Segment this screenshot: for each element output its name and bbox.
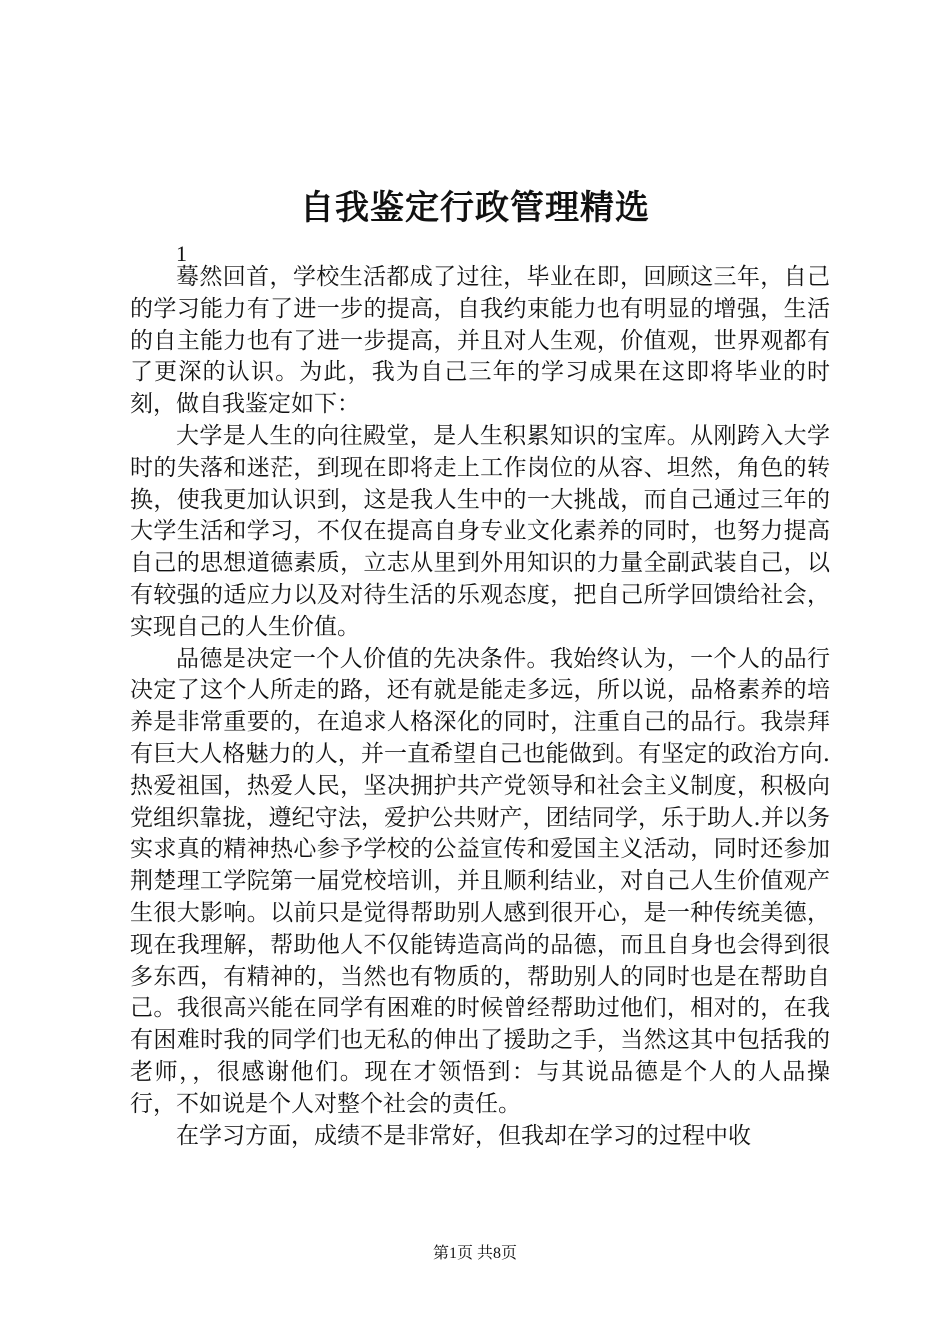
paragraph: 品德是决定一个人价值的先决条件。我始终认为，一个人的品行决定了这个人所走的路，还有就是能走多远，所以说，品格素养的培养是非常重要的，在追求人格深化的同时，注重自己的品行。我崇拜有巨大人格魅力的人，并一直希望自己也能做到。有坚定的政治方向.热爱祖国，热爱人民，坚决拥护共产党领导和社会主义制度，积极向党组织靠拢，遵纪守法，爱护公共财产，团结同学，乐于助人.并以务实求真的精神热心参予学校的公益宣传和爱国主义活动，同时还参加荆楚理工学院第一届党校培训，并且顺利结业，对自己人生价值观产生很大影响。以前只是觉得帮助别人感到很开心，是一种传统美德，现在我理解，帮助他人不仅能铸造高尚的品德，而且自身也会得到很多东西，有精神的，当然也有物质的，帮助别人的同时也是在帮助自己。我很高兴能在同学有困难的时候曾经帮助过他们，相对的，在我有困难时我的同学们也无私的伸出了援助之手，当然这其中包括我的老师，，很感谢他们。现在才领悟到：与其说品德是个人的人品操行，不如说是个人对整个社会的责任。 bbox=[130, 645, 830, 1117]
paragraph: 在学习方面，成绩不是非常好，但我却在学习的过程中收 bbox=[176, 1122, 751, 1149]
paragraph: 蓦然回首，学校生活都成了过往，毕业在即，回顾这三年，自己的学习能力有了进一步的提高，自我约束能力也有明显的增强，生活的自主能力也有了进一步提高，并且对人生观，价值观，世界观都有了更深的认识。为此，我为自己三年的学习成果在这即将毕业的时刻，做自我鉴定如下： bbox=[130, 264, 830, 418]
paragraph: 大学是人生的向往殿堂，是人生积累知识的宝库。从刚跨入大学时的失落和迷茫，到现在即将走上工作岗位的从容、坦然，角色的转换，使我更加认识到，这是我人生中的一大挑战，而自己通过三年的大学生活和学习，不仅在提高自身专业文化素养的同时，也努力提高自己的思想道德素质，立志从里到外用知识的力量全副武装自己，以有较强的适应力以及对待生活的乐观态度，把自己所学回馈给社会，实现自己的人生价值。 bbox=[130, 422, 830, 640]
section-number: 1 bbox=[176, 241, 187, 266]
document-body bbox=[130, 262, 830, 1152]
page-footer: 第1页 共8页 bbox=[432, 1245, 517, 1262]
document-title: 自我鉴定行政管理精选 bbox=[300, 188, 650, 228]
